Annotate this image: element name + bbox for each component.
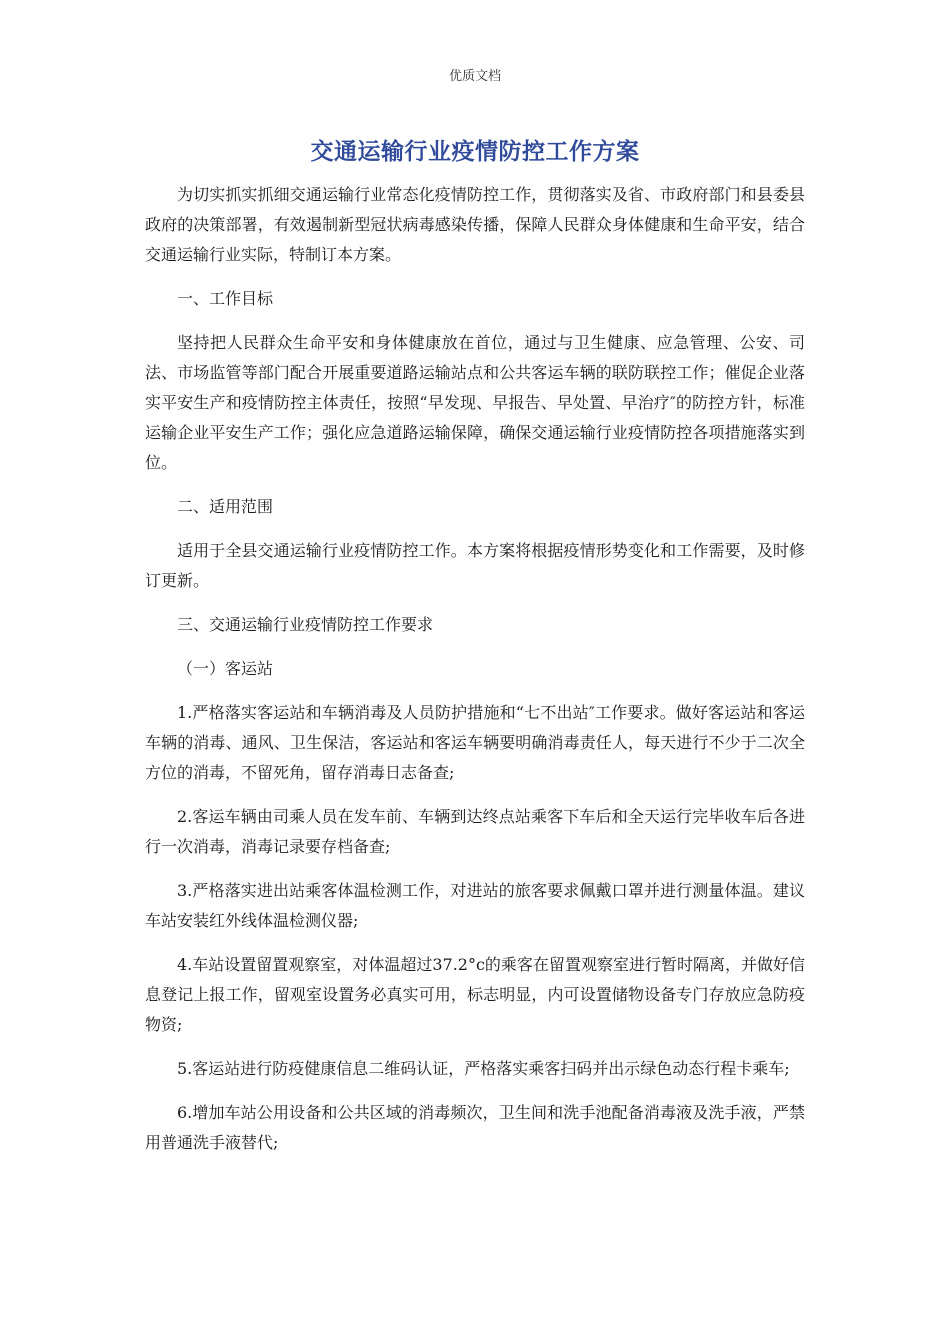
subsection-heading-1: （一）客运站 — [177, 659, 274, 678]
list-item: 5.客运站进行防疫健康信息二维码认证，严格落实乘客扫码并出示绿色动态行程卡乘车; — [177, 1059, 790, 1078]
section-paragraph-2: 适用于全县交通运输行业疫情防控工作。本方案将根据疫情形势变化和工作需要，及时修订更新。 — [145, 541, 805, 590]
section-heading-2: 二、适用范围 — [177, 497, 274, 516]
section-paragraph-1: 坚持把人民群众生命平安和身体健康放在首位，通过与卫生健康、应急管理、公安、司法、市场监管等部门配合开展重要道路运输站点和公共客运车辆的联防联控工作；催促企业落实平安生产和疫情防控主体责任，按照“早发现、早报告、早处置、早治疗″的防控方针，标准运输企业平安生产工作；强化应急道路运输保障，确保交通运输行业疫情防控各项措施落实到位。 — [145, 333, 805, 472]
list-item: 3.严格落实进出站乘客体温检测工作，对进站的旅客要求佩戴口罩并进行测量体温。建议车站安装红外线体温检测仪器; — [145, 881, 805, 930]
list-item: 4.车站设置留置观察室，对体温超过37.2°c的乘客在留置观察室进行暂时隔离，并做好信息登记上报工作，留观室设置务必真实可用，标志明显，内可设置储物设备专门存放应急防疫物资; — [145, 955, 805, 1034]
list-item: 2.客运车辆由司乘人员在发车前、车辆到达终点站乘客下车后和全天运行完毕收车后各进行一次消毒，消毒记录要存档备查; — [145, 807, 805, 856]
list-item: 1.严格落实客运站和车辆消毒及人员防护措施和“七不出站″工作要求。做好客运站和客运车辆的消毒、通风、卫生保洁，客运站和客运车辆要明确消毒责任人，每天进行不少于二次全方位的消毒，不留死角，留存消毒日志备查; — [145, 703, 805, 782]
document-body — [145, 180, 805, 1172]
page-header: 优质文档 — [448, 69, 501, 84]
list-item: 6.增加车站公用设备和公共区域的消毒频次，卫生间和洗手池配备消毒液及洗手液，严禁用普通洗手液替代; — [145, 1103, 805, 1152]
section-heading-1: 一、工作目标 — [177, 289, 274, 308]
intro-paragraph: 为切实抓实抓细交通运输行业常态化疫情防控工作，贯彻落实及省、市政府部门和县委县政府的决策部署，有效遏制新型冠状病毒感染传播，保障人民群众身体健康和生命平安，结合交通运输行业实际，特制订本方案。 — [145, 185, 805, 264]
document-title: 交通运输行业疫情防控工作方案 — [310, 139, 640, 165]
section-heading-3: 三、交通运输行业疫情防控工作要求 — [177, 615, 434, 634]
